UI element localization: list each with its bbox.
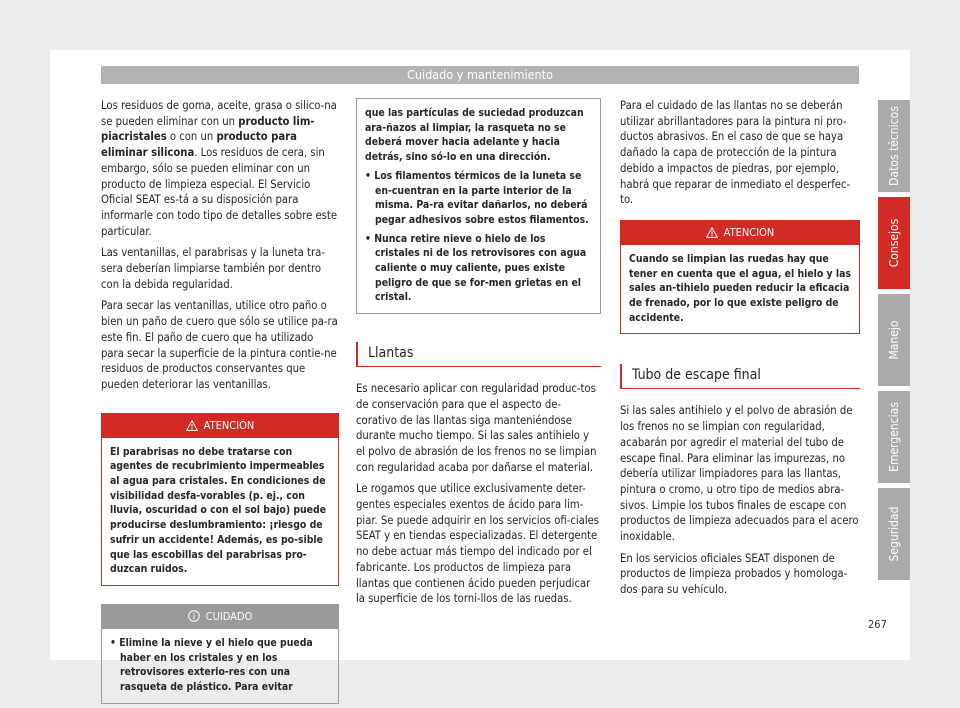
paragraph-residuos: Los residuos de goma, aceite, grasa o silico-na se pueden eliminar con un producto lim-piacristales o con un producto para eliminar silicona. Los residuos de cera, sin embargo, sólo se pueden eliminar con un producto de limpieza especial. El Servicio Oficial SEAT es-tá a su disposición para informarle con todo tipo de detalles sobre este particular.: [101, 99, 338, 238]
caution-item: • Los filamentos térmicos de la luneta se en-cuentran en la parte interior de la misma. Pa-ra evitar dañarlos, no deberá pegar adhesivos sobre estos filamentos.: [365, 169, 589, 226]
caution-item: • Nunca retire nieve o hielo de los cristales ni de los retrovisores con agua caliente o muy caliente, pues existe peligro de que se for-men grietas en el cristal.: [365, 232, 587, 304]
caution-item: • Elimine la nieve y el hielo que pueda haber en los cristales y en los retrovisores exterio-res con una rasqueta de plástico. Para evitar: [110, 636, 313, 694]
paragraph-cuidado-llantas: Para el cuidado de las llantas no se deberán utilizar abrillantadores para la pintura ni pro-ductos abrasivos. En el caso de que se haya dañado la capa de protección de la pintura debido a impactos de piedras, por ejemplo, habrá que reparar de inmediato el desperfec-to.: [620, 99, 851, 207]
column-3: [620, 98, 860, 604]
section-title-llantas: Llantas: [356, 342, 601, 367]
tab-datos-tecnicos[interactable]: Datos técnicos: [878, 100, 910, 192]
caution-item-continued: que las partículas de suciedad produzcan ara-ñazos al limpiar, la rasqueta no se deberá mover hacia adelante y hacia detrás, sino só-lo en una dirección.: [365, 107, 584, 164]
warning-header: ATENCIÓN: [621, 221, 859, 245]
tab-emergencias[interactable]: Emergencias: [878, 391, 910, 483]
warning-text: Cuando se limpian las ruedas hay que tener en cuenta que el agua, el hielo y las sales an-tihielo pueden reducir la eficacia de frenado, por lo que existe peligro de accidente.: [629, 252, 851, 324]
paragraph-ventanillas: Las ventanillas, el parabrisas y la luneta tra-sera deberían limpiarse también por dentro con la debida regularidad.: [101, 246, 325, 291]
warning-box: [620, 220, 860, 335]
column-1: [101, 98, 339, 704]
caution-box-continued: [356, 98, 601, 314]
info-circle-icon: [188, 610, 200, 622]
paragraph-llantas-1: Es necesario aplicar con regularidad produc-tos de conservación para que el aspecto de-corativo de las llantas siga manteniéndose durante mucho tiempo. Si las sales antihielo y el polvo de abrasión de los frenos no se limpian con regularidad acaba por dañarse el material.: [356, 382, 597, 474]
caution-body: [102, 629, 338, 703]
caution-box: [101, 604, 339, 704]
warning-box: [101, 413, 339, 586]
warning-text: El parabrisas no debe tratarse con agentes de recubrimiento impermeables al agua para cristales. En condiciones de visibilidad desfa-vorables (p. ej., con lluvia, oscuridad o con el sol bajo) puede producirse deslumbramiento: ¡riesgo de sufrir un accidente! Además, es po-sible que las escobillas del parabrisas pro-duzcan ruidos.: [110, 445, 327, 576]
paragraph-secar: Para secar las ventanillas, utilice otro paño o bien un paño de cuero que sólo se utilice pa-ra este fin. El paño de cuero que ha utilizado para secar la superficie de la pintura contie-ne residuos de productos conservantes que pueden deteriorar las ventanillas.: [101, 299, 338, 391]
warning-triangle-icon: [186, 420, 198, 431]
paragraph-escape-1: Si las sales antihielo y el polvo de abrasión de los frenos no se limpian con regularidad, acabarán por agredir el material del tubo de escape final. Para eliminar las impurezas, no debería utilizar limpiadores para las llantas, pintura o cromo, u otro tipo de medios abra-sivos. Limpie los tubos finales de escape con productos de limpieza adecuados para el acero inoxidable.: [620, 404, 859, 544]
column-2: [356, 98, 601, 613]
tab-seguridad[interactable]: Seguridad: [878, 488, 910, 580]
paragraph-escape-2: En los servicios oficiales SEAT disponen de productos de limpieza probados y homologa-dos para su vehículo.: [620, 551, 848, 597]
warning-triangle-icon: [706, 227, 718, 238]
section-title-tubo-escape: Tubo de escape final: [620, 364, 860, 389]
running-header: Cuidado y mantenimiento: [101, 66, 859, 84]
tab-consejos[interactable]: Consejos: [878, 197, 910, 289]
page-number: 267: [868, 618, 887, 631]
caution-body-continued: [357, 99, 600, 313]
paragraph-llantas-2: Le rogamos que utilice exclusivamente deter-gentes especiales exentos de ácido para lim-piar. Se puede adquirir en los servicios ofi-ciales SEAT y en tiendas especializadas. El detergente no debe actuar más tiempo del indicado por el fabricante. Los productos de limpieza para llantas que contienen ácido pueden perjudicar la superficie de los torni-llos de las ruedas.: [356, 482, 600, 606]
tab-manejo[interactable]: Manejo: [878, 294, 910, 386]
caution-header: CUIDADO: [102, 605, 338, 629]
warning-header: ATENCIÓN: [102, 414, 338, 438]
